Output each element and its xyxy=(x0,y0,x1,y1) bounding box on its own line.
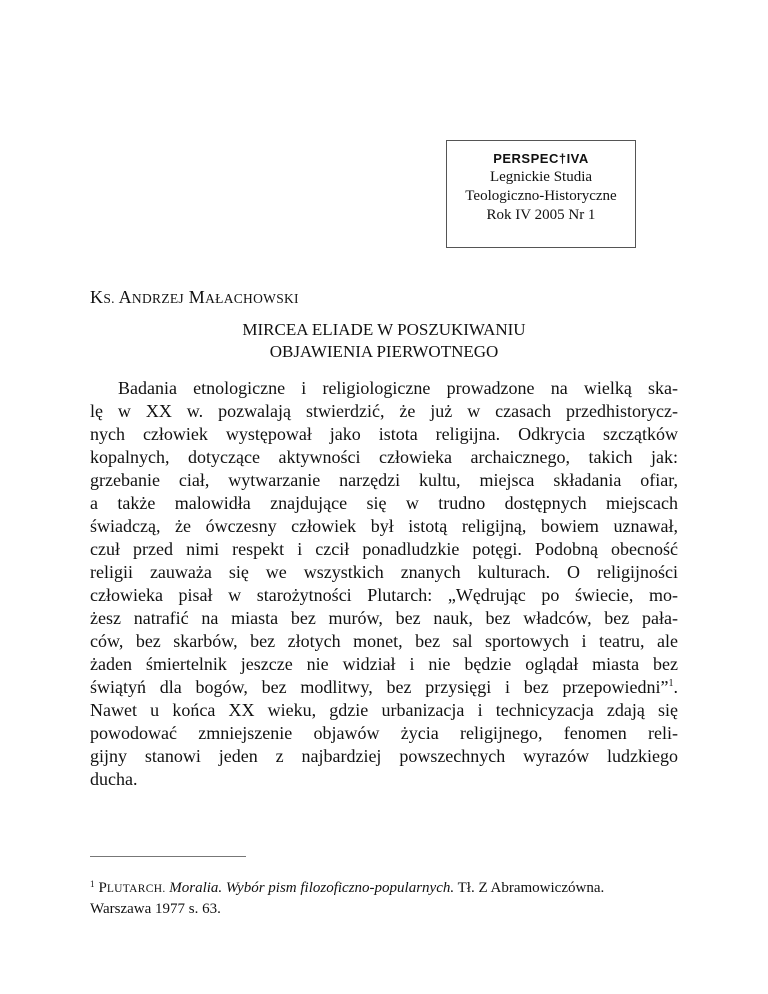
body-line: kopalnych, dotyczące aktywności człowieka archaicznego, takich jak: xyxy=(90,447,678,467)
footnote-reference[interactable]: 1 xyxy=(668,678,674,689)
journal-issue: Rok IV 2005 Nr 1 xyxy=(486,207,596,223)
body-line-period: . xyxy=(673,677,678,697)
body-line: ducha. xyxy=(90,769,138,789)
body-line: ców, bez skarbów, bez złotych monet, bez sal sportowych i teatru, ale xyxy=(90,631,678,651)
body-line: religii zauważa się we wszystkich znanych kulturach. O religijności xyxy=(90,562,678,582)
journal-name: PERSPEC†IVA xyxy=(493,151,589,166)
footnote-translator: Tł. Z Abramowiczówna. xyxy=(457,880,605,896)
body-line: Badania etnologiczne i religiologiczne prowadzone na wielką ska- xyxy=(118,378,678,398)
body-line-with-footnote xyxy=(90,676,678,699)
body-line: Nawet u końca XX wieku, gdzie urbanizacja i technicyzacja zdają się xyxy=(90,700,678,720)
author-first-initial: A xyxy=(118,287,132,307)
footnote-author-rest: LUTARCH. xyxy=(106,883,166,895)
author-last-initial: M xyxy=(188,287,206,307)
footnote-line2: Warszawa 1977 s. 63. xyxy=(90,901,221,917)
journal-subtitle-line2: Teologiczno-Historyczne xyxy=(465,188,617,204)
body-line: żaden śmiertelnik jeszcze nie widział i nie będzie oglądał miasta bez xyxy=(90,654,678,674)
footnote-line1 xyxy=(90,874,678,899)
article-title-line1: MIRCEA ELIADE W POSZUKIWANIU xyxy=(242,320,526,339)
body-line: nych człowiek występował jako istota religijna. Odkrycia szczątków xyxy=(90,424,678,444)
footnote xyxy=(90,874,678,919)
author-prefix-initial: K xyxy=(90,287,104,307)
body-paragraph xyxy=(90,377,678,791)
body-line: człowieka pisał w starożytności Plutarch: „Wędrując po świecie, mo- xyxy=(90,585,678,605)
body-line: żesz natrafić na miasta bez murów, bez nauk, bez władców, bez pała- xyxy=(90,608,678,628)
body-line-text: świątyń dla bogów, bez modlitwy, bez przysięgi i bez przepowiedni” xyxy=(90,677,669,697)
body-line: grzebanie ciał, wytwarzanie narzędzi kultu, miejsca składania ofiar, xyxy=(90,470,678,490)
footnote-author-initial: P xyxy=(98,880,107,896)
article-title xyxy=(90,319,678,363)
author-prefix-rest: S. xyxy=(103,291,115,306)
body-line: czuł przed nimi respekt i czcił ponadludzkie potęgi. Podobną obecność xyxy=(90,539,678,559)
body-line: lę w XX w. pozwalają stwierdzić, że już w czasach przedhistorycz- xyxy=(90,401,678,421)
body-line: gijny stanowi jeden z najbardziej powszechnych wyrazów ludzkiego xyxy=(90,746,678,766)
body-line: a także malowidła znajdujące się w trudno dostępnych miejscach xyxy=(90,493,678,513)
author-first-rest: NDRZEJ xyxy=(131,291,184,306)
author-last-rest: AŁACHOWSKI xyxy=(205,291,299,306)
author-name xyxy=(90,287,299,308)
footnote-title: Moralia. Wybór pism filozoficzno-popularnych. xyxy=(169,880,455,896)
footnote-divider xyxy=(90,856,246,857)
journal-info-box xyxy=(446,140,636,248)
body-line: powodować zmniejszenie objawów życia religijnego, fenomen reli- xyxy=(90,723,678,743)
journal-subtitle-line1: Legnickie Studia xyxy=(489,169,593,185)
footnote-mark: 1 xyxy=(90,879,95,889)
body-line: świadczą, że ówczesny człowiek był istotą religijną, bowiem uznawał, xyxy=(90,516,678,536)
article-title-line2: OBJAWIENIA PIERWOTNEGO xyxy=(269,342,499,361)
